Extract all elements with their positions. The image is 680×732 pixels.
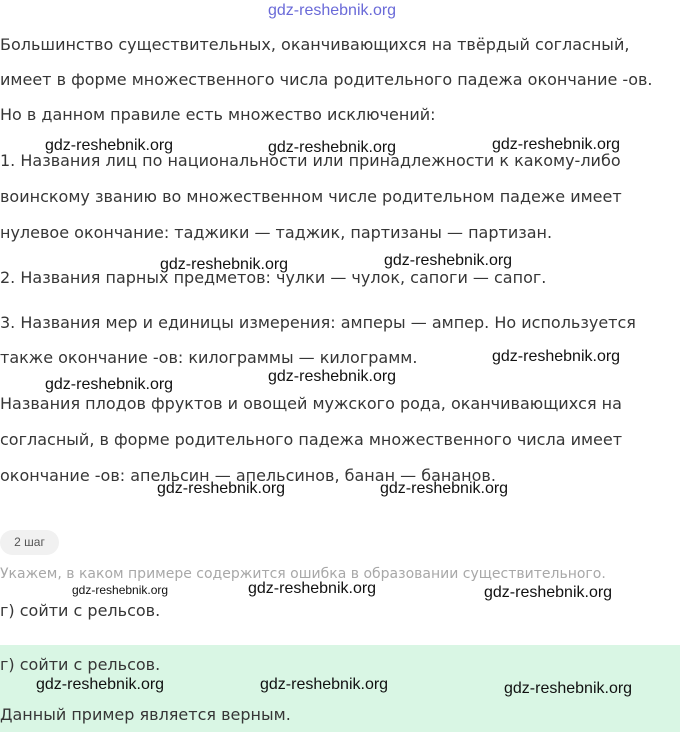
theory-line: Но в данном правиле есть множество исключений: xyxy=(0,105,436,124)
answer-line: г) сойти с рельсов. xyxy=(0,655,161,674)
watermark: gdz-reshebnik.org xyxy=(268,2,397,19)
watermark: gdz-reshebnik.org xyxy=(268,139,397,156)
watermark: gdz-reshebnik.org xyxy=(248,580,377,597)
theory-line: Большинство существительных, оканчивающихся на твёрдый согласный, xyxy=(0,35,630,54)
theory-line: Названия плодов фруктов и овощей мужского рода, оканчивающихся на xyxy=(0,394,622,413)
watermark: gdz-reshebnik.org xyxy=(380,480,509,497)
watermark: gdz-reshebnik.org xyxy=(484,584,613,601)
watermark: gdz-reshebnik.org xyxy=(260,676,389,693)
theory-line: окончание -ов: апельсин — апельсинов, банан — бананов. xyxy=(0,466,496,485)
theory-line: нулевое окончание: таджики — таджик, партизаны — партизан. xyxy=(0,223,553,242)
watermark: gdz-reshebnik.org xyxy=(45,376,174,393)
answer-line: Данный пример является верным. xyxy=(0,705,291,724)
theory-line: 1. Названия лиц по национальности или принадлежности к какому-либо xyxy=(0,151,621,170)
watermark: gdz-reshebnik.org xyxy=(492,348,621,365)
theory-line: воинскому званию во множественном числе родительном падеже имеет xyxy=(0,187,622,206)
watermark: gdz-reshebnik.org xyxy=(160,256,289,273)
step-badge: 2 шаг xyxy=(0,530,59,555)
watermark: gdz-reshebnik.org xyxy=(45,137,174,154)
watermark: gdz-reshebnik.org xyxy=(492,136,621,153)
theory-line: также окончание -ов: килограммы — килограмм. xyxy=(0,348,418,367)
theory-line: имеет в форме множественного числа родительного падежа окончание -ов. xyxy=(0,70,653,89)
watermark: gdz-reshebnik.org xyxy=(72,583,169,597)
theory-line: 3. Названия мер и единицы измерения: амперы — ампер. Но используется xyxy=(0,313,636,332)
watermark: gdz-reshebnik.org xyxy=(157,480,286,497)
task-text: Укажем, в каком примере содержится ошибка в образовании существительного. xyxy=(0,566,606,582)
answer-option: г) сойти с рельсов. xyxy=(0,601,161,620)
watermark: gdz-reshebnik.org xyxy=(504,680,633,697)
theory-line: согласный, в форме родительного падежа множественного числа имеет xyxy=(0,430,623,449)
watermark: gdz-reshebnik.org xyxy=(36,676,165,693)
watermark: gdz-reshebnik.org xyxy=(384,252,513,269)
theory-line: 2. Названия парных предметов: чулки — чулок, сапоги — сапог. xyxy=(0,268,547,287)
watermark: gdz-reshebnik.org xyxy=(268,368,397,385)
